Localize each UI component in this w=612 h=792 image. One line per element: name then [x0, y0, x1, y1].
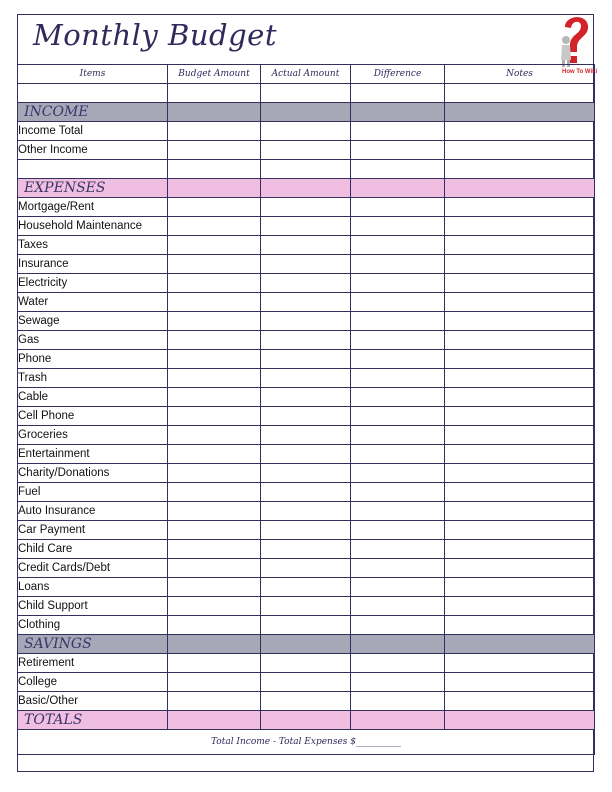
budget-amount-cell[interactable] — [168, 141, 261, 160]
logo-text: How To Wiki — [562, 69, 598, 75]
section-fill-cell — [261, 103, 351, 122]
entry-cell[interactable] — [168, 160, 261, 179]
actual-amount-cell[interactable] — [261, 122, 351, 141]
difference-cell[interactable] — [351, 255, 445, 274]
actual-amount-cell[interactable] — [261, 673, 351, 692]
item-label: Sewage — [18, 312, 168, 331]
difference-cell[interactable] — [351, 692, 445, 711]
actual-amount-cell[interactable] — [261, 597, 351, 616]
budget-amount-cell[interactable] — [168, 654, 261, 673]
section-fill-cell — [168, 103, 261, 122]
notes-cell[interactable] — [445, 407, 595, 426]
budget-amount-cell[interactable] — [168, 578, 261, 597]
section-label-income: INCOME — [18, 103, 168, 122]
column-header-notes: Notes — [445, 65, 595, 84]
entry-cell[interactable] — [445, 84, 595, 103]
item-row — [18, 236, 595, 255]
item-cell — [18, 84, 168, 103]
actual-amount-cell[interactable] — [261, 540, 351, 559]
item-row — [18, 483, 595, 502]
item-label: Credit Cards/Debt — [18, 559, 168, 578]
entry-cell[interactable] — [261, 84, 351, 103]
actual-amount-cell[interactable] — [261, 293, 351, 312]
difference-cell[interactable] — [351, 122, 445, 141]
header-row — [18, 65, 595, 84]
notes-cell[interactable] — [445, 521, 595, 540]
item-label: Basic/Other — [18, 692, 168, 711]
difference-cell[interactable] — [351, 578, 445, 597]
notes-cell[interactable] — [445, 502, 595, 521]
actual-amount-cell[interactable] — [261, 217, 351, 236]
section-fill-cell — [445, 103, 595, 122]
actual-amount-cell[interactable] — [261, 426, 351, 445]
notes-cell[interactable] — [445, 578, 595, 597]
notes-cell[interactable] — [445, 369, 595, 388]
item-label: Retirement — [18, 654, 168, 673]
item-label: Charity/Donations — [18, 464, 168, 483]
difference-cell[interactable] — [351, 236, 445, 255]
item-label: Car Payment — [18, 521, 168, 540]
section-label-savings: SAVINGS — [18, 635, 168, 654]
item-row — [18, 369, 595, 388]
actual-amount-cell[interactable] — [261, 236, 351, 255]
column-header-actual-amount: Actual Amount — [261, 65, 351, 84]
entry-cell[interactable] — [261, 160, 351, 179]
notes-cell[interactable] — [445, 597, 595, 616]
section-row-totals — [18, 711, 595, 730]
item-row — [18, 597, 595, 616]
item-label: Cable — [18, 388, 168, 407]
item-row — [18, 255, 595, 274]
notes-cell[interactable] — [445, 274, 595, 293]
budget-amount-cell[interactable] — [168, 217, 261, 236]
difference-cell[interactable] — [351, 483, 445, 502]
item-row — [18, 616, 595, 635]
actual-amount-cell[interactable] — [261, 369, 351, 388]
entry-cell[interactable] — [168, 84, 261, 103]
budget-amount-cell[interactable] — [168, 502, 261, 521]
section-fill-cell — [168, 635, 261, 654]
difference-cell[interactable] — [351, 369, 445, 388]
budget-amount-cell[interactable] — [168, 369, 261, 388]
item-row — [18, 426, 595, 445]
difference-cell[interactable] — [351, 407, 445, 426]
item-row — [18, 388, 595, 407]
item-label: Clothing — [18, 616, 168, 635]
budget-amount-cell[interactable] — [168, 521, 261, 540]
budget-amount-cell[interactable] — [168, 464, 261, 483]
item-label: Mortgage/Rent — [18, 198, 168, 217]
actual-amount-cell[interactable] — [261, 445, 351, 464]
page-title: Monthly Budget — [33, 18, 277, 52]
section-label-totals: TOTALS — [18, 711, 168, 730]
actual-amount-cell[interactable] — [261, 350, 351, 369]
item-row — [18, 673, 595, 692]
budget-amount-cell[interactable] — [168, 293, 261, 312]
item-label: Child Support — [18, 597, 168, 616]
section-fill-cell — [261, 635, 351, 654]
section-fill-cell — [168, 179, 261, 198]
notes-cell[interactable] — [445, 293, 595, 312]
budget-amount-cell[interactable] — [168, 673, 261, 692]
difference-cell[interactable] — [351, 198, 445, 217]
blank-row — [18, 84, 595, 103]
actual-amount-cell[interactable] — [261, 331, 351, 350]
item-row — [18, 692, 595, 711]
section-fill-cell — [445, 711, 595, 730]
budget-amount-cell[interactable] — [168, 559, 261, 578]
actual-amount-cell[interactable] — [261, 141, 351, 160]
section-fill-cell — [261, 711, 351, 730]
notes-cell[interactable] — [445, 312, 595, 331]
column-header-budget-amount: Budget Amount — [168, 65, 261, 84]
question-mark-logo-icon — [556, 10, 596, 70]
notes-cell[interactable] — [445, 198, 595, 217]
actual-amount-cell[interactable] — [261, 312, 351, 331]
notes-cell[interactable] — [445, 236, 595, 255]
difference-cell[interactable] — [351, 673, 445, 692]
item-cell — [18, 160, 168, 179]
column-header-difference: Difference — [351, 65, 445, 84]
item-row — [18, 350, 595, 369]
section-fill-cell — [351, 635, 445, 654]
budget-amount-cell[interactable] — [168, 692, 261, 711]
item-label: Auto Insurance — [18, 502, 168, 521]
item-label: Child Care — [18, 540, 168, 559]
budget-amount-cell[interactable] — [168, 597, 261, 616]
actual-amount-cell[interactable] — [261, 578, 351, 597]
budget-amount-cell[interactable] — [168, 236, 261, 255]
actual-amount-cell[interactable] — [261, 654, 351, 673]
difference-cell[interactable] — [351, 426, 445, 445]
column-header-items: Items — [18, 65, 168, 84]
section-fill-cell — [261, 179, 351, 198]
difference-cell[interactable] — [351, 293, 445, 312]
difference-cell[interactable] — [351, 217, 445, 236]
notes-cell[interactable] — [445, 122, 595, 141]
item-label: College — [18, 673, 168, 692]
actual-amount-cell[interactable] — [261, 502, 351, 521]
item-label: Fuel — [18, 483, 168, 502]
actual-amount-cell[interactable] — [261, 274, 351, 293]
item-row — [18, 559, 595, 578]
budget-amount-cell[interactable] — [168, 350, 261, 369]
footer-row — [18, 730, 595, 755]
notes-cell[interactable] — [445, 673, 595, 692]
notes-cell[interactable] — [445, 654, 595, 673]
section-fill-cell — [445, 179, 595, 198]
section-row-expenses — [18, 179, 595, 198]
difference-cell[interactable] — [351, 616, 445, 635]
budget-amount-cell[interactable] — [168, 274, 261, 293]
item-row — [18, 122, 595, 141]
item-label: Taxes — [18, 236, 168, 255]
notes-cell[interactable] — [445, 616, 595, 635]
item-row — [18, 331, 595, 350]
actual-amount-cell[interactable] — [261, 521, 351, 540]
actual-amount-cell[interactable] — [261, 559, 351, 578]
item-label: Income Total — [18, 122, 168, 141]
budget-amount-cell[interactable] — [168, 616, 261, 635]
budget-amount-cell[interactable] — [168, 122, 261, 141]
difference-cell[interactable] — [351, 274, 445, 293]
item-row — [18, 521, 595, 540]
difference-cell[interactable] — [351, 540, 445, 559]
budget-amount-cell[interactable] — [168, 426, 261, 445]
difference-cell[interactable] — [351, 388, 445, 407]
entry-cell[interactable] — [351, 84, 445, 103]
notes-cell[interactable] — [445, 350, 595, 369]
notes-cell[interactable] — [445, 426, 595, 445]
item-row — [18, 654, 595, 673]
item-label: Electricity — [18, 274, 168, 293]
actual-amount-cell[interactable] — [261, 407, 351, 426]
entry-cell[interactable] — [445, 160, 595, 179]
actual-amount-cell[interactable] — [261, 464, 351, 483]
item-label: Cell Phone — [18, 407, 168, 426]
item-label: Water — [18, 293, 168, 312]
item-label: Household Maintenance — [18, 217, 168, 236]
section-fill-cell — [351, 179, 445, 198]
item-row — [18, 502, 595, 521]
budget-amount-cell[interactable] — [168, 388, 261, 407]
item-label: Groceries — [18, 426, 168, 445]
difference-cell[interactable] — [351, 502, 445, 521]
actual-amount-cell[interactable] — [261, 198, 351, 217]
difference-cell[interactable] — [351, 312, 445, 331]
difference-cell[interactable] — [351, 350, 445, 369]
difference-cell[interactable] — [351, 331, 445, 350]
actual-amount-cell[interactable] — [261, 255, 351, 274]
budget-amount-cell[interactable] — [168, 445, 261, 464]
budget-amount-cell[interactable] — [168, 255, 261, 274]
item-row — [18, 464, 595, 483]
item-row — [18, 578, 595, 597]
section-fill-cell — [445, 635, 595, 654]
budget-table — [17, 64, 598, 755]
actual-amount-cell[interactable] — [261, 483, 351, 502]
notes-cell[interactable] — [445, 692, 595, 711]
notes-cell[interactable] — [445, 445, 595, 464]
item-row — [18, 540, 595, 559]
budget-amount-cell[interactable] — [168, 331, 261, 350]
budget-amount-cell[interactable] — [168, 540, 261, 559]
item-row — [18, 274, 595, 293]
difference-cell[interactable] — [351, 521, 445, 540]
item-row — [18, 445, 595, 464]
item-label: Other Income — [18, 141, 168, 160]
notes-cell[interactable] — [445, 217, 595, 236]
actual-amount-cell[interactable] — [261, 616, 351, 635]
difference-cell[interactable] — [351, 445, 445, 464]
difference-cell[interactable] — [351, 141, 445, 160]
item-row — [18, 141, 595, 160]
item-label: Entertainment — [18, 445, 168, 464]
difference-cell[interactable] — [351, 597, 445, 616]
notes-cell[interactable] — [445, 388, 595, 407]
notes-cell[interactable] — [445, 141, 595, 160]
budget-amount-cell[interactable] — [168, 198, 261, 217]
item-label: Insurance — [18, 255, 168, 274]
notes-cell[interactable] — [445, 483, 595, 502]
section-row-income — [18, 103, 595, 122]
section-fill-cell — [351, 711, 445, 730]
item-label: Trash — [18, 369, 168, 388]
item-row — [18, 198, 595, 217]
actual-amount-cell[interactable] — [261, 692, 351, 711]
notes-cell[interactable] — [445, 331, 595, 350]
totals-formula: Total Income - Total Expenses $__________ — [18, 730, 595, 755]
item-label: Phone — [18, 350, 168, 369]
budget-amount-cell[interactable] — [168, 483, 261, 502]
difference-cell[interactable] — [351, 559, 445, 578]
budget-amount-cell[interactable] — [168, 407, 261, 426]
notes-cell[interactable] — [445, 464, 595, 483]
item-label: Gas — [18, 331, 168, 350]
item-label: Loans — [18, 578, 168, 597]
item-row — [18, 407, 595, 426]
budget-amount-cell[interactable] — [168, 312, 261, 331]
entry-cell[interactable] — [351, 160, 445, 179]
difference-cell[interactable] — [351, 464, 445, 483]
difference-cell[interactable] — [351, 654, 445, 673]
section-fill-cell — [168, 711, 261, 730]
blank-row — [18, 160, 595, 179]
item-row — [18, 217, 595, 236]
actual-amount-cell[interactable] — [261, 388, 351, 407]
notes-cell[interactable] — [445, 540, 595, 559]
section-fill-cell — [351, 103, 445, 122]
section-row-savings — [18, 635, 595, 654]
item-row — [18, 312, 595, 331]
notes-cell[interactable] — [445, 559, 595, 578]
item-row — [18, 293, 595, 312]
notes-cell[interactable] — [445, 255, 595, 274]
section-label-expenses: EXPENSES — [18, 179, 168, 198]
